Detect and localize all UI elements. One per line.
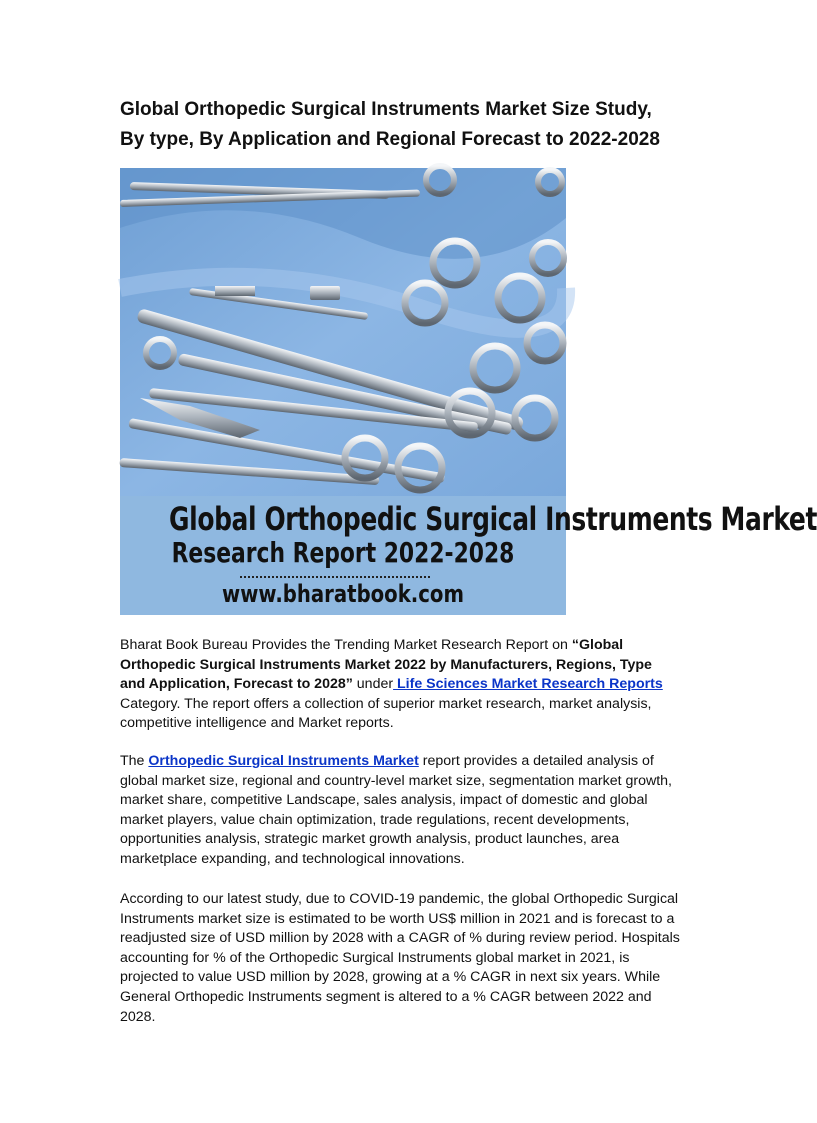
under-text: under [352, 676, 394, 693]
surgical-instruments-illustration [120, 168, 566, 498]
banner-url: www.bharatbook.com [222, 580, 464, 608]
overview-paragraph [120, 752, 680, 870]
overview-rest-text: report provides a detailed analysis of global market size, regional and country-level market size, segmentation market growth, market share, competitive Landscape, sales analysis, impact of domestic and global market players, value chain optimization, trade regulations, recent developments, opportunities analysis, strategic market growth analysis, product launches, area marketplace expanding, and technological innovations. [120, 753, 672, 867]
banner-title-line2: Research Report 2022-2028 [171, 536, 515, 569]
market-link[interactable]: Orthopedic Surgical Instruments Market [148, 753, 419, 769]
hero-image [120, 168, 817, 615]
report-name: “Global Orthopedic Surgical Instruments Market 2022 by Manufacturers, Regions, Type and Application, Forecast to 2028” [120, 637, 652, 693]
life-sciences-link[interactable]: Life Sciences Market Research Reports [393, 676, 663, 693]
banner-dotted-rule [240, 576, 430, 578]
hero-banner [120, 496, 817, 615]
intro-rest-text: Category. The report offers a collection of superior market research, market analysis, competitive intelligence and Market reports. [120, 695, 652, 732]
overview-lead-text: The [120, 753, 149, 769]
banner-title-line1: Global Orthopedic Surgical Instruments Market [169, 500, 817, 538]
intro-text: Bharat Book Bureau Provides the Trending Market Research Report on [120, 637, 572, 653]
study-paragraph: According to our latest study, due to COVID-19 pandemic, the global Orthopedic Surgical Instruments market size is estimated to be worth US$ million in 2021 and is forecast to a readjusted size of USD million by 2028 with a CAGR of % during review period. Hospitals accounting for % of the Orthopedic Surgical Instruments global market in 2021, is projected to value USD million by 2028, growing at a % CAGR in next six years. While General Orthopedic Instruments segment is altered to a % CAGR between 2022 and 2028. [120, 891, 680, 1025]
document-title: Global Orthopedic Surgical Instruments Market Size Study, By type, By Application and Regional Forecast to 2022-2028 [120, 99, 660, 150]
intro-paragraph [120, 636, 680, 734]
